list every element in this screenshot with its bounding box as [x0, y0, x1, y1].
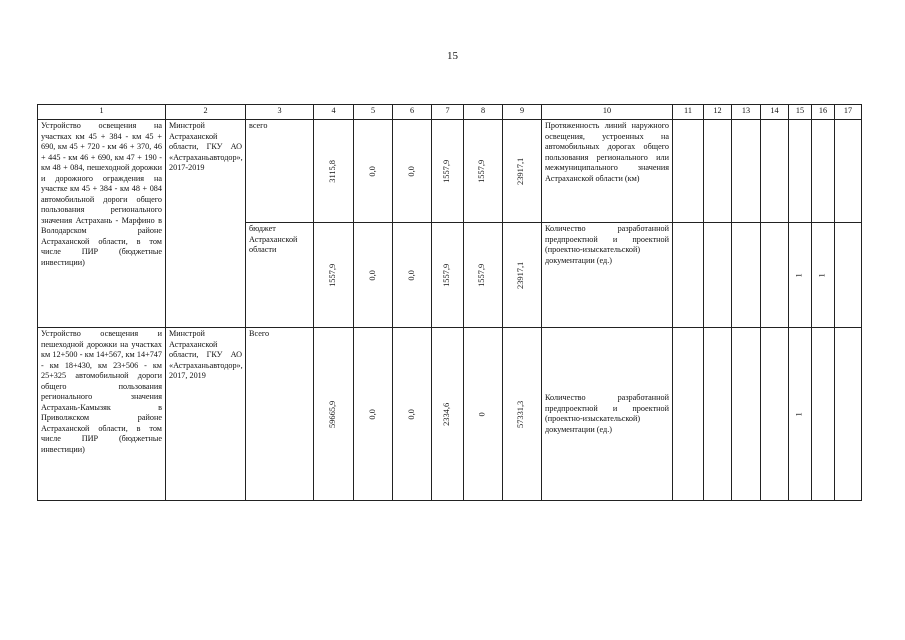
funding-source: Всего	[246, 328, 314, 501]
value-cell	[835, 328, 862, 501]
header-row	[38, 105, 862, 120]
value-cell	[704, 328, 732, 501]
header-cell: 5	[354, 105, 393, 120]
header-cell: 16	[812, 105, 835, 120]
value-cell: 1	[789, 223, 812, 328]
header-cell: 4	[314, 105, 354, 120]
value-cell	[732, 223, 761, 328]
header-cell: 8	[464, 105, 503, 120]
indicator-cell: Количество разработанной предпроектной и проектной (проектно-изыскательской) документации (ед.)	[542, 223, 673, 328]
value-cell	[761, 120, 789, 223]
header-cell: 1	[38, 105, 166, 120]
header-cell: 7	[432, 105, 464, 120]
value-cell: 2334,6	[432, 328, 464, 501]
value-cell: 57331,3	[503, 328, 542, 501]
value-cell: 0,0	[393, 328, 432, 501]
value-cell: 1557,9	[464, 120, 503, 223]
header-cell: 15	[789, 105, 812, 120]
value-cell	[673, 223, 704, 328]
value-cell	[789, 120, 812, 223]
value-cell	[704, 223, 732, 328]
value-cell	[812, 120, 835, 223]
funding-source: всего	[246, 120, 314, 223]
value-cell: 23917,1	[503, 223, 542, 328]
page-number: 15	[447, 50, 458, 62]
header-cell: 14	[761, 105, 789, 120]
value-cell	[835, 120, 862, 223]
header-cell: 6	[393, 105, 432, 120]
value-cell: 1	[812, 223, 835, 328]
value-cell: 1557,9	[464, 223, 503, 328]
executor-cell: Минстрой Астраханской области, ГКУ АО «Астраханьавтодор», 2017, 2019	[166, 328, 246, 501]
value-cell	[732, 328, 761, 501]
value-cell: 59665,9	[314, 328, 354, 501]
funding-source: бюджет Астраханской области	[246, 223, 314, 328]
program-table	[37, 104, 862, 501]
value-cell: 0,0	[354, 120, 393, 223]
value-cell: 0,0	[354, 223, 393, 328]
header-cell: 12	[704, 105, 732, 120]
value-cell: 0,0	[393, 223, 432, 328]
value-cell: 23917,1	[503, 120, 542, 223]
indicator-cell: Протяженность линий наружного освещения, устроенных на автомобильных дорогах общего пользования регионального или межмуниципального значения Астраханской области (км)	[542, 120, 673, 223]
value-cell: 1557,9	[432, 120, 464, 223]
value-cell: 1	[789, 328, 812, 501]
value-cell	[835, 223, 862, 328]
value-cell	[673, 328, 704, 501]
activity-description: Устройство освещения на участках км 45 + 384 - км 45 + 690, км 45 + 720 - км 46 + 370, 46 + 445 - км 46 + 690, км 47 + 190 - км 48 + 084, пешеходной дорожки и дорожного ограждения на участке км 45 + 384 - км 48 + 084 автомобильной дороги общего пользования регионального значения Астрахань - Марфино в Володарском районе Астраханской области, в том числе ПИР (бюджетные инвестиции)	[38, 120, 166, 328]
value-cell: 0,0	[354, 328, 393, 501]
value-cell	[761, 223, 789, 328]
executor-cell: Минстрой Астраханской области, ГКУ АО «Астраханьавтодор», 2017-2019	[166, 120, 246, 328]
header-cell: 3	[246, 105, 314, 120]
value-cell: 0,0	[393, 120, 432, 223]
header-cell: 13	[732, 105, 761, 120]
activity-description: Устройство освещения и пешеходной дорожки на участках км 12+500 - км 14+567, км 14+747 - км 18+430, км 23+506 - км 25+325 автомобильной дороги общего пользования регионального значения Астрахань-Камызяк в Приволжском районе Астраханской области, в том числе ПИР (бюджетные инвестиции)	[38, 328, 166, 501]
value-cell: 0	[464, 328, 503, 501]
value-cell: 1557,9	[314, 223, 354, 328]
value-cell	[704, 120, 732, 223]
header-cell: 10	[542, 105, 673, 120]
header-cell: 11	[673, 105, 704, 120]
table-row	[38, 328, 862, 501]
header-cell: 9	[503, 105, 542, 120]
value-cell: 1557,9	[432, 223, 464, 328]
value-cell	[812, 328, 835, 501]
value-cell: 3115,8	[314, 120, 354, 223]
indicator-cell: Количество разработанной предпроектной и проектной (проектно-изыскательской) документации (ед.)	[542, 328, 673, 501]
value-cell	[673, 120, 704, 223]
header-cell: 2	[166, 105, 246, 120]
table-row	[38, 120, 862, 223]
header-cell: 17	[835, 105, 862, 120]
value-cell	[732, 120, 761, 223]
value-cell	[761, 328, 789, 501]
